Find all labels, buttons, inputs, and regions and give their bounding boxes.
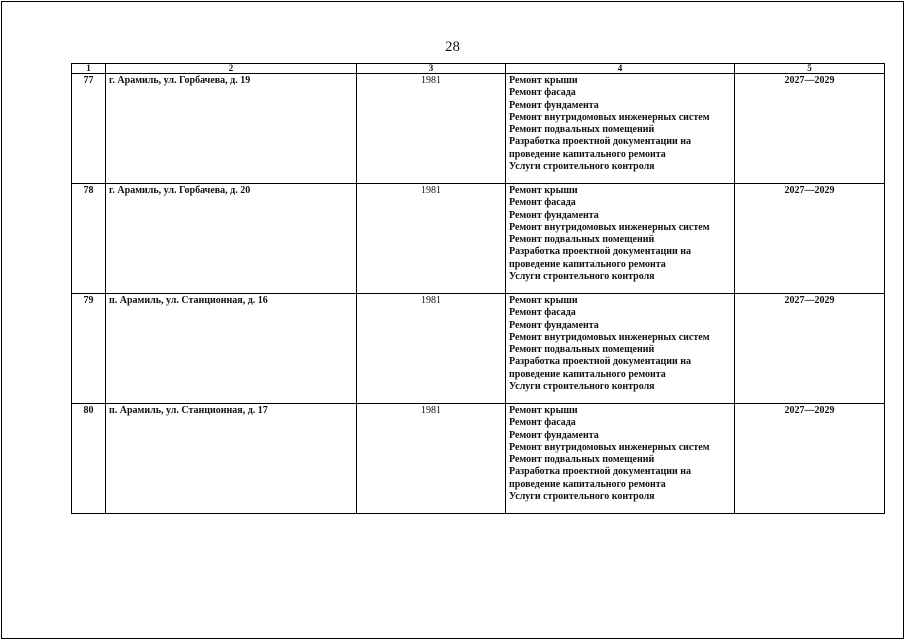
row-works (506, 294, 735, 404)
row-number: 78 (72, 184, 106, 294)
work-item: Ремонт крыши (509, 185, 578, 196)
row-year: 1981 (357, 404, 506, 514)
header-col-1: 1 (72, 64, 106, 74)
work-item: Услуги строительного контроля (509, 161, 655, 173)
header-col-3: 3 (357, 64, 506, 74)
work-item: Разработка проектной документации на (509, 466, 692, 478)
table-row (72, 404, 885, 514)
work-item: Ремонт фундамента (509, 319, 599, 331)
work-item: Ремонт крыши (509, 75, 578, 86)
work-item: проведение капитального ремонта (509, 148, 666, 160)
work-item: Ремонт крыши (509, 405, 578, 416)
work-item: Ремонт подвальных помещений (509, 234, 655, 246)
work-item: Ремонт фасада (509, 307, 576, 319)
work-item: Услуги строительного контроля (509, 271, 655, 283)
work-item: Ремонт подвальных помещений (509, 124, 655, 136)
document-page (1, 1, 904, 639)
work-item: Ремонт внутридомовых инженерных систем (509, 441, 710, 453)
row-works (506, 404, 735, 514)
page-number: 28 (445, 39, 460, 55)
row-period: 2027—2029 (735, 294, 885, 404)
work-item: Разработка проектной документации на (509, 356, 692, 368)
row-period: 2027—2029 (735, 404, 885, 514)
work-item: Ремонт крыши (509, 295, 578, 306)
repair-schedule-table (71, 63, 885, 514)
work-item: Ремонт фасада (509, 197, 576, 209)
row-number: 79 (72, 294, 106, 404)
table-row (72, 294, 885, 404)
table-row (72, 184, 885, 294)
work-item: Ремонт фундамента (509, 209, 599, 221)
work-item: Услуги строительного контроля (509, 381, 655, 393)
header-col-5: 5 (735, 64, 885, 74)
work-item: Ремонт фундамента (509, 429, 599, 441)
work-item: Ремонт внутридомовых инженерных систем (509, 221, 710, 233)
work-item: проведение капитального ремонта (509, 368, 666, 380)
work-item: Ремонт внутридомовых инженерных систем (509, 111, 710, 123)
row-works (506, 74, 735, 184)
work-item: проведение капитального ремонта (509, 258, 666, 270)
work-item: Услуги строительного контроля (509, 491, 655, 503)
table-row (72, 74, 885, 184)
row-number: 77 (72, 74, 106, 184)
table-body (72, 74, 885, 514)
row-address: п. Арамиль, ул. Станционная, д. 16 (106, 294, 357, 404)
row-year: 1981 (357, 74, 506, 184)
row-year: 1981 (357, 294, 506, 404)
row-address: г. Арамиль, ул. Горбачева, д. 19 (106, 74, 357, 184)
row-period: 2027—2029 (735, 74, 885, 184)
work-item: Ремонт подвальных помещений (509, 344, 655, 356)
work-item: проведение капитального ремонта (509, 478, 666, 490)
work-item: Ремонт фасада (509, 87, 576, 99)
work-item: Ремонт фундамента (509, 99, 599, 111)
header-col-4: 4 (506, 64, 735, 74)
work-item: Ремонт фасада (509, 417, 576, 429)
work-item: Ремонт подвальных помещений (509, 454, 655, 466)
row-address: г. Арамиль, ул. Горбачева, д. 20 (106, 184, 357, 294)
work-item: Разработка проектной документации на (509, 246, 692, 258)
row-period: 2027—2029 (735, 184, 885, 294)
row-number: 80 (72, 404, 106, 514)
header-col-2: 2 (106, 64, 357, 74)
row-year: 1981 (357, 184, 506, 294)
row-works (506, 184, 735, 294)
row-address: п. Арамиль, ул. Станционная, д. 17 (106, 404, 357, 514)
header-row (72, 64, 885, 74)
work-item: Разработка проектной документации на (509, 136, 692, 148)
work-item: Ремонт внутридомовых инженерных систем (509, 331, 710, 343)
